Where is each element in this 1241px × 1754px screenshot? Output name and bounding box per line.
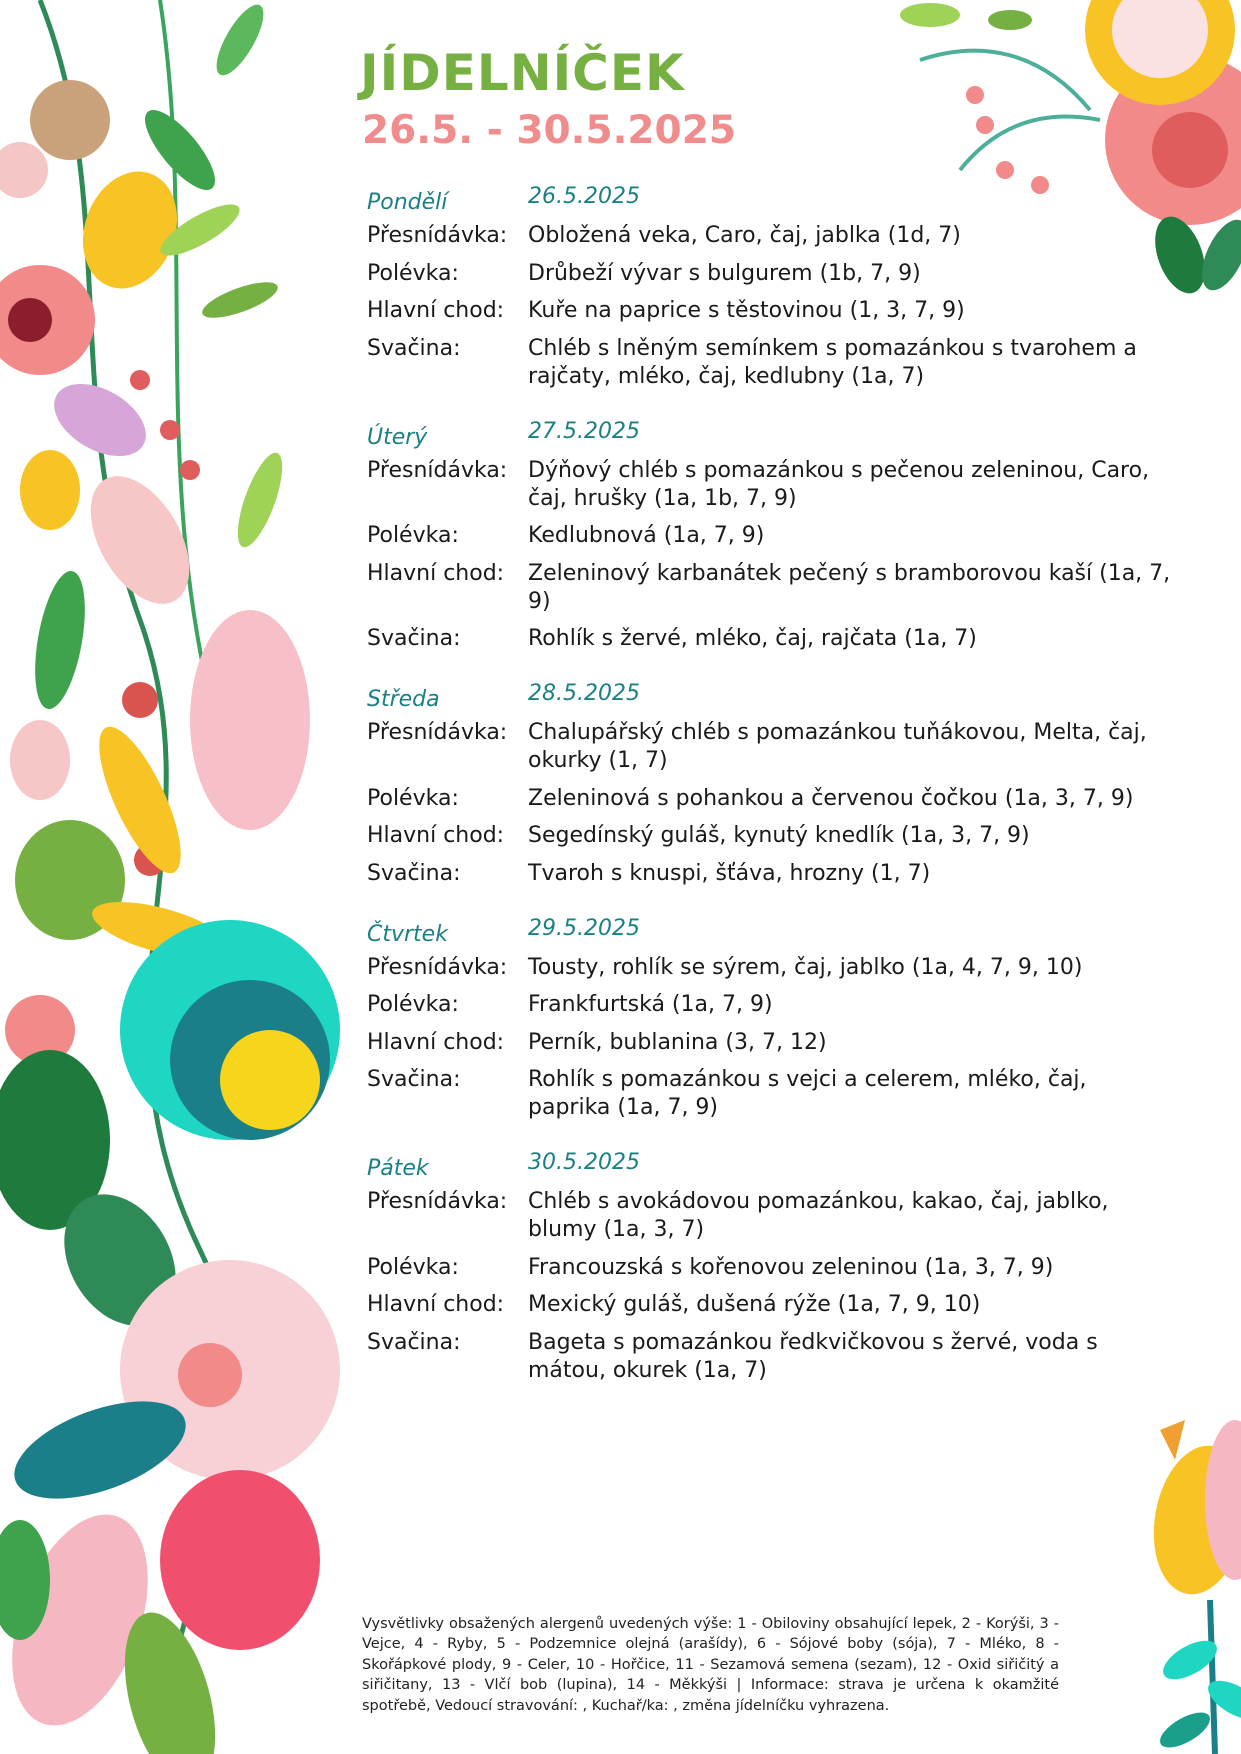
meal-label: Přesnídávka:: [367, 223, 508, 248]
day-thursday: [367, 916, 1172, 1123]
meal-description: Rohlík s žervé, mléko, čaj, rajčata (1a, 7): [528, 626, 977, 651]
meal-row-soup: [367, 1254, 1172, 1282]
day-heading: [367, 681, 1172, 719]
meal-label: Hlavní chod:: [367, 1292, 505, 1317]
day-friday: [367, 1150, 1172, 1385]
meal-label: Polévka:: [367, 1254, 459, 1280]
meal-description: Chléb s lněným semínkem s pomazánkou s tvarohem a rajčaty, mléko, čaj, kedlubny (1a, 7): [528, 335, 1137, 389]
meal-description: Drůbeží vývar s bulgurem (1b, 7, 9): [528, 260, 921, 286]
meal-label: Polévka:: [367, 785, 459, 811]
meal-row-snack: [367, 1066, 1172, 1122]
meal-description: Bageta s pomazánkou ředkvičkovou s žervé, voda s mátou, okurek (1a, 7): [528, 1329, 1098, 1383]
meal-label: Svačina:: [367, 335, 461, 361]
meal-description: Francouzská s kořenovou zeleninou (1a, 3, 7, 9): [528, 1254, 1054, 1280]
meal-label: Polévka:: [367, 523, 459, 548]
meal-row-soup: [367, 991, 1172, 1019]
meal-description: Mexický guláš, dušená rýže (1a, 7, 9, 10): [528, 1292, 981, 1317]
meal-description: Dýňový chléb s pomazánkou s pečenou zeleninou, Caro, čaj, hrušky (1a, 1b, 7, 9): [528, 457, 1150, 511]
meal-description: Rohlík s pomazánkou s vejci a celerem, mléko, čaj, paprika (1a, 7, 9): [528, 1067, 1087, 1120]
meal-row-main: [367, 297, 1172, 325]
meal-row-main: [367, 560, 1172, 616]
meal-label: Přesnídávka:: [367, 954, 508, 980]
meal-label: Přesnídávka:: [367, 457, 508, 483]
meal-label: Hlavní chod:: [367, 560, 505, 586]
meal-description: Obložená veka, Caro, čaj, jablka (1d, 7): [528, 223, 961, 248]
day-monday: [367, 184, 1172, 391]
meal-row-breakfast: [367, 222, 1172, 250]
meal-description: Zeleninový karbanátek pečený s bramborovou kaší (1a, 7, 9): [528, 560, 1171, 614]
meal-row-snack: [367, 625, 1172, 653]
meal-description: Chalupářský chléb s pomazánkou tuňákovou, Melta, čaj, okurky (1, 7): [528, 720, 1147, 773]
meal-row-main: [367, 1029, 1172, 1057]
meal-row-breakfast: [367, 954, 1172, 982]
meal-row-soup: [367, 785, 1172, 813]
day-date: 30.5.2025: [528, 1150, 640, 1175]
page-title: JÍDELNÍČEK: [360, 44, 685, 102]
day-date: 26.5.2025: [528, 184, 640, 209]
meal-description: Kedlubnová (1a, 7, 9): [528, 523, 765, 548]
meal-row-main: [367, 1291, 1172, 1319]
day-heading: [367, 916, 1172, 954]
day-date: 29.5.2025: [528, 915, 640, 941]
day-heading: [367, 1150, 1172, 1188]
meal-description: Tvaroh s knuspi, šťáva, hrozny (1, 7): [528, 860, 931, 886]
meal-row-soup: [367, 260, 1172, 288]
meal-label: Svačina:: [367, 860, 461, 886]
meal-row-soup: [367, 522, 1172, 550]
weekly-menu: [367, 184, 1172, 1413]
day-name: Úterý: [367, 424, 428, 450]
day-wednesday: [367, 681, 1172, 888]
meal-label: Hlavní chod:: [367, 298, 505, 323]
day-name: Pátek: [367, 1156, 429, 1181]
week-date-range: 26.5. - 30.5.2025: [362, 108, 736, 153]
meal-description: Kuře na paprice s těstovinou (1, 3, 7, 9): [528, 298, 965, 323]
meal-row-snack: [367, 335, 1172, 391]
meal-description: Zeleninová s pohankou a červenou čočkou (1a, 3, 7, 9): [528, 785, 1134, 811]
day-name: Středa: [367, 687, 440, 712]
meal-label: Svačina:: [367, 626, 461, 651]
meal-label: Přesnídávka:: [367, 720, 508, 745]
meal-description: Perník, bublanina (3, 7, 12): [528, 1029, 827, 1055]
meal-row-snack: [367, 860, 1172, 888]
meal-label: Hlavní chod:: [367, 823, 505, 848]
meal-description: Chléb s avokádovou pomazánkou, kakao, čaj, jablko, blumy (1a, 3, 7): [528, 1189, 1109, 1242]
meal-description: Frankfurtská (1a, 7, 9): [528, 992, 773, 1017]
day-name: Čtvrtek: [367, 921, 448, 947]
day-name: Pondělí: [367, 190, 448, 215]
meal-label: Polévka:: [367, 260, 459, 286]
day-tuesday: [367, 419, 1172, 654]
meal-description: Segedínský guláš, kynutý knedlík (1a, 3, 7, 9): [528, 823, 1030, 848]
meal-row-breakfast: [367, 457, 1172, 513]
meal-label: Svačina:: [367, 1067, 461, 1092]
meal-label: Polévka:: [367, 992, 459, 1017]
meal-label: Přesnídávka:: [367, 1189, 508, 1214]
meal-description: Tousty, rohlík se sýrem, čaj, jablko (1a, 4, 7, 9, 10): [528, 954, 1083, 980]
meal-row-snack: [367, 1329, 1172, 1385]
day-date: 27.5.2025: [528, 418, 640, 444]
meal-row-main: [367, 822, 1172, 850]
meal-label: Svačina:: [367, 1329, 461, 1355]
meal-label: Hlavní chod:: [367, 1029, 505, 1055]
meal-row-breakfast: [367, 719, 1172, 775]
allergen-legend: Vysvětlivky obsažených alergenů uvedených výše: 1 - Obiloviny obsahující lepek, 2 - Korýši, 3 - Vejce, 4 - Ryby, 5 - Podzemnice olejná (arašídy), 6 - Sójové boby (sója), 7 - Mléko, 8 - Skořápkové plody, 9 - Celer, 10 - Hořčice, 11 - Sezamová semena (sezam), 12 - Oxid siřičitý a siřičitany, 13 - Vlčí bob (lupina), 14 - Měkkýši | Informace: strava je určena k okamžité spotřebě, Vedoucí stravování: , Kuchař/ka: , změna jídelníčku vyhrazena.: [362, 1615, 1059, 1714]
day-heading: [367, 184, 1172, 222]
meal-row-breakfast: [367, 1188, 1172, 1244]
day-heading: [367, 419, 1172, 457]
day-date: 28.5.2025: [528, 681, 640, 706]
